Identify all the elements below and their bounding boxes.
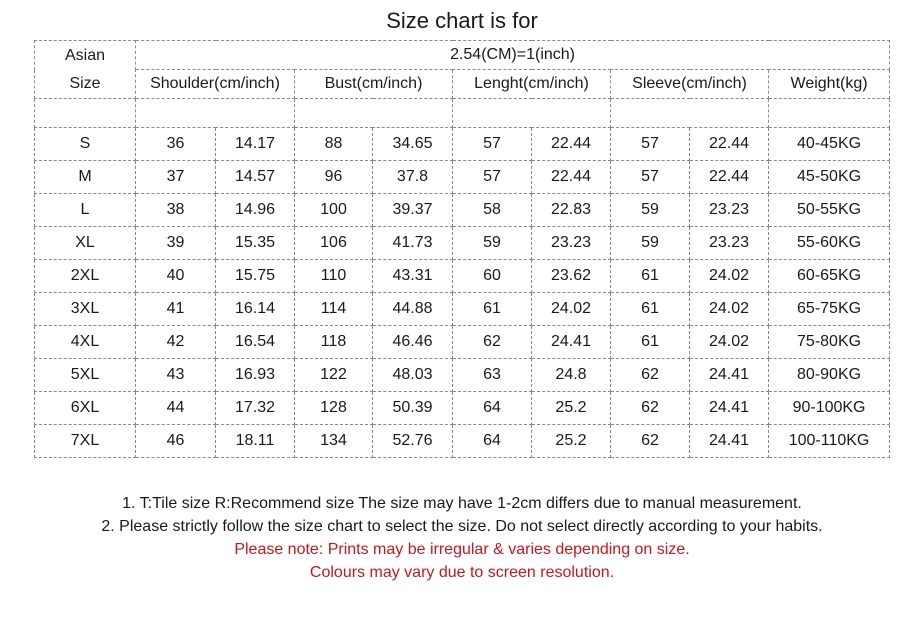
bust-inch-cell: 50.39: [373, 392, 453, 425]
spacer-cell: [453, 99, 611, 128]
length-cm-cell: 58: [453, 194, 532, 227]
sleeve-inch-cell: 22.44: [690, 161, 769, 194]
shoulder-cm-cell: 39: [136, 227, 216, 260]
sleeve-cm-cell: 62: [611, 392, 690, 425]
sleeve-cm-cell: 59: [611, 194, 690, 227]
shoulder-cm-cell: 40: [136, 260, 216, 293]
shoulder-inch-cell: 16.54: [216, 326, 295, 359]
bust-cm-cell: 100: [295, 194, 373, 227]
sleeve-inch-cell: 24.02: [690, 293, 769, 326]
table-row: [35, 161, 890, 194]
sleeve-cm-cell: 61: [611, 326, 690, 359]
spacer-cell: [611, 99, 769, 128]
sleeve-cm-cell: 62: [611, 359, 690, 392]
shoulder-cm-cell: 46: [136, 425, 216, 458]
notes-section: [0, 492, 924, 584]
length-inch-cell: 23.62: [532, 260, 611, 293]
weight-cell: 75-80KG: [769, 326, 890, 359]
size-cell: L: [35, 194, 136, 227]
sleeve-cm-cell: 57: [611, 128, 690, 161]
bust-inch-cell: 46.46: [373, 326, 453, 359]
weight-cell: 65-75KG: [769, 293, 890, 326]
length-inch-cell: 24.8: [532, 359, 611, 392]
sleeve-inch-cell: 24.02: [690, 326, 769, 359]
bust-inch-cell: 41.73: [373, 227, 453, 260]
table-row: [35, 359, 890, 392]
size-cell: 3XL: [35, 293, 136, 326]
weight-cell: 60-65KG: [769, 260, 890, 293]
size-cell: 7XL: [35, 425, 136, 458]
note-line: 2. Please strictly follow the size chart to select the size. Do not select directly according to your habits.: [101, 518, 823, 535]
asian-size-header: [35, 41, 136, 99]
bust-cm-cell: 88: [295, 128, 373, 161]
shoulder-inch-cell: 16.93: [216, 359, 295, 392]
weight-cell: 55-60KG: [769, 227, 890, 260]
spacer-cell: [35, 99, 136, 128]
bust-cm-cell: 128: [295, 392, 373, 425]
length-cm-cell: 62: [453, 326, 532, 359]
length-inch-cell: 25.2: [532, 392, 611, 425]
spacer-cell: [769, 99, 890, 128]
bust-cm-cell: 134: [295, 425, 373, 458]
conversion-header: 2.54(CM)=1(inch): [136, 41, 890, 70]
length-inch-cell: 24.02: [532, 293, 611, 326]
shoulder-cm-cell: 37: [136, 161, 216, 194]
table-row: [35, 326, 890, 359]
table-row: [35, 425, 890, 458]
asian-size-label: Asian Size: [64, 46, 106, 92]
length-inch-cell: 23.23: [532, 227, 611, 260]
sleeve-cm-cell: 61: [611, 293, 690, 326]
length-cm-cell: 59: [453, 227, 532, 260]
header-row-conversion: [35, 41, 890, 70]
weight-header: Weight(kg): [769, 70, 890, 99]
bust-inch-cell: 37.8: [373, 161, 453, 194]
bust-inch-cell: 39.37: [373, 194, 453, 227]
bust-cm-cell: 122: [295, 359, 373, 392]
table-row: [35, 227, 890, 260]
length-inch-cell: 22.83: [532, 194, 611, 227]
length-cm-cell: 60: [453, 260, 532, 293]
sleeve-cm-cell: 61: [611, 260, 690, 293]
note-line: 1. T:Tile size R:Recommend size The size may have 1-2cm differs due to manual measurement.: [122, 495, 802, 512]
weight-cell: 45-50KG: [769, 161, 890, 194]
bust-cm-cell: 110: [295, 260, 373, 293]
shoulder-inch-cell: 17.32: [216, 392, 295, 425]
size-cell: 4XL: [35, 326, 136, 359]
shoulder-cm-cell: 44: [136, 392, 216, 425]
shoulder-inch-cell: 15.35: [216, 227, 295, 260]
size-cell: XL: [35, 227, 136, 260]
weight-cell: 100-110KG: [769, 425, 890, 458]
size-cell: 5XL: [35, 359, 136, 392]
sleeve-header: Sleeve(cm/inch): [611, 70, 769, 99]
table-row: [35, 260, 890, 293]
bust-header: Bust(cm/inch): [295, 70, 453, 99]
bust-inch-cell: 48.03: [373, 359, 453, 392]
red-note-line: Colours may vary due to screen resolution.: [309, 564, 615, 581]
size-cell: M: [35, 161, 136, 194]
weight-cell: 80-90KG: [769, 359, 890, 392]
spacer-cell: [295, 99, 453, 128]
weight-cell: 40-45KG: [769, 128, 890, 161]
shoulder-cm-cell: 36: [136, 128, 216, 161]
shoulder-inch-cell: 16.14: [216, 293, 295, 326]
bust-cm-cell: 96: [295, 161, 373, 194]
shoulder-inch-cell: 14.17: [216, 128, 295, 161]
size-cell: 6XL: [35, 392, 136, 425]
length-cm-cell: 63: [453, 359, 532, 392]
shoulder-cm-cell: 41: [136, 293, 216, 326]
shoulder-inch-cell: 14.57: [216, 161, 295, 194]
sleeve-inch-cell: 23.23: [690, 227, 769, 260]
table-row: [35, 392, 890, 425]
length-header: Lenght(cm/inch): [453, 70, 611, 99]
header-row-columns: [35, 70, 890, 99]
shoulder-inch-cell: 18.11: [216, 425, 295, 458]
header-row-spacer: [35, 99, 890, 128]
shoulder-inch-cell: 14.96: [216, 194, 295, 227]
shoulder-cm-cell: 43: [136, 359, 216, 392]
table-row: [35, 194, 890, 227]
sleeve-cm-cell: 57: [611, 161, 690, 194]
shoulder-cm-cell: 42: [136, 326, 216, 359]
weight-cell: 50-55KG: [769, 194, 890, 227]
length-cm-cell: 64: [453, 425, 532, 458]
size-chart-table: [34, 40, 890, 458]
length-cm-cell: 57: [453, 161, 532, 194]
shoulder-inch-cell: 15.75: [216, 260, 295, 293]
bust-inch-cell: 43.31: [373, 260, 453, 293]
length-cm-cell: 57: [453, 128, 532, 161]
bust-inch-cell: 44.88: [373, 293, 453, 326]
sleeve-inch-cell: 23.23: [690, 194, 769, 227]
length-cm-cell: 61: [453, 293, 532, 326]
table-row: [35, 128, 890, 161]
bust-cm-cell: 114: [295, 293, 373, 326]
bust-cm-cell: 118: [295, 326, 373, 359]
shoulder-header: Shoulder(cm/inch): [136, 70, 295, 99]
length-inch-cell: 22.44: [532, 128, 611, 161]
bust-inch-cell: 34.65: [373, 128, 453, 161]
table-row: [35, 293, 890, 326]
size-cell: 2XL: [35, 260, 136, 293]
weight-cell: 90-100KG: [769, 392, 890, 425]
chart-title: Size chart is for: [386, 8, 538, 33]
shoulder-cm-cell: 38: [136, 194, 216, 227]
length-inch-cell: 25.2: [532, 425, 611, 458]
sleeve-inch-cell: 24.41: [690, 425, 769, 458]
sleeve-inch-cell: 24.41: [690, 359, 769, 392]
sleeve-inch-cell: 22.44: [690, 128, 769, 161]
sleeve-cm-cell: 62: [611, 425, 690, 458]
sleeve-cm-cell: 59: [611, 227, 690, 260]
sleeve-inch-cell: 24.41: [690, 392, 769, 425]
sleeve-inch-cell: 24.02: [690, 260, 769, 293]
length-inch-cell: 22.44: [532, 161, 611, 194]
length-inch-cell: 24.41: [532, 326, 611, 359]
bust-inch-cell: 52.76: [373, 425, 453, 458]
bust-cm-cell: 106: [295, 227, 373, 260]
size-cell: S: [35, 128, 136, 161]
red-note-line: Please note: Prints may be irregular & varies depending on size.: [234, 541, 690, 558]
spacer-cell: [136, 99, 295, 128]
length-cm-cell: 64: [453, 392, 532, 425]
